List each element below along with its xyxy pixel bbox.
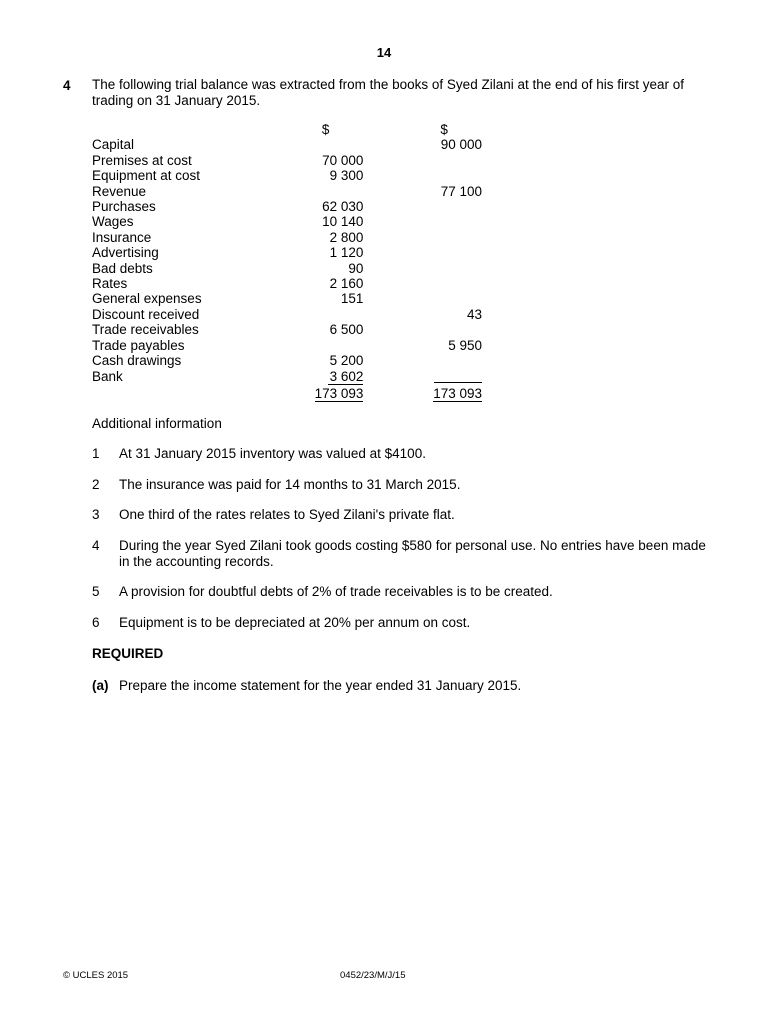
- additional-info-title: Additional information: [92, 416, 222, 431]
- debit-amount: 62 030: [322, 199, 364, 215]
- debit-amount: 5 200: [329, 353, 364, 369]
- info-item-number: 3: [92, 507, 100, 522]
- part-a-text: Prepare the income statement for the year ended 31 January 2015.: [119, 678, 522, 693]
- account-name: Insurance: [92, 229, 152, 245]
- account-name: Capital: [92, 137, 135, 153]
- credit-amount: [406, 199, 482, 214]
- trial-balance-row: [92, 245, 482, 260]
- account-name: Rates: [92, 276, 128, 292]
- footer-code: 0452/23/M/J/15: [340, 970, 406, 981]
- credit-amount: [406, 353, 482, 368]
- info-item-text: Equipment is to be depreciated at 20% per annum on cost.: [119, 614, 471, 630]
- info-item-number: 6: [92, 614, 100, 630]
- info-item: [92, 507, 712, 523]
- account-name: Advertising: [92, 245, 159, 261]
- trial-balance-row: [92, 168, 482, 183]
- info-item-number: 1: [92, 446, 100, 461]
- debit-amount: [288, 338, 364, 353]
- debit-amount: 1 120: [329, 245, 364, 261]
- trial-balance-row: [92, 353, 482, 368]
- question-intro: The following trial balance was extracted from the books of Syed Zilani at the end of his first year of trading on 31 January 2015.: [92, 77, 685, 108]
- debit-total: 173 093: [314, 385, 364, 401]
- info-item-text: One third of the rates relates to Syed Zilani's private flat.: [119, 507, 455, 522]
- trial-balance-totals-row: [92, 386, 482, 402]
- credit-amount: [406, 214, 482, 229]
- credit-amount: [406, 230, 482, 245]
- trial-balance-row: [92, 338, 482, 353]
- debit-amount: 151: [340, 291, 364, 307]
- account-name: Purchases: [92, 199, 156, 215]
- credit-amount: [406, 369, 482, 386]
- credit-header: $: [440, 122, 448, 137]
- debit-amount: 90: [348, 260, 364, 276]
- info-item: [92, 477, 712, 493]
- trial-balance-row: [92, 230, 482, 245]
- trial-balance-row: [92, 276, 482, 291]
- trial-balance-row: [92, 307, 482, 322]
- trial-balance-header-row: [92, 122, 482, 137]
- credit-amount: [406, 245, 482, 260]
- credit-amount: 90 000: [440, 137, 482, 153]
- debit-amount: [288, 307, 364, 322]
- account-name: Trade payables: [92, 337, 185, 353]
- credit-amount: 43: [466, 306, 482, 322]
- account-name: Premises at cost: [92, 152, 192, 168]
- account-name: Equipment at cost: [92, 168, 201, 184]
- part-a-label: (a): [92, 678, 109, 693]
- debit-header: $: [321, 122, 330, 137]
- info-item: [92, 584, 712, 600]
- trial-balance-row: [92, 291, 482, 306]
- trial-balance-row: [92, 214, 482, 229]
- credit-amount: 5 950: [448, 337, 482, 353]
- trial-balance-row: [92, 184, 482, 199]
- credit-total: 173 093: [433, 385, 482, 401]
- account-name: General expenses: [92, 291, 202, 307]
- debit-amount: 9 300: [329, 168, 364, 184]
- info-item-number: 4: [92, 537, 100, 553]
- info-item: [92, 538, 712, 570]
- part-a: [92, 678, 521, 693]
- credit-amount: [406, 261, 482, 276]
- account-name: Bad debts: [92, 260, 153, 276]
- info-item-text: During the year Syed Zilani took goods costing $580 for personal use. No entries have been made in the accounting records.: [119, 537, 706, 569]
- credit-amount: 77 100: [440, 183, 482, 199]
- debit-amount: 3 602: [329, 368, 364, 384]
- credit-amount: [406, 153, 482, 168]
- credit-amount: [406, 276, 482, 291]
- trial-balance-table: [92, 122, 482, 402]
- info-item-text: The insurance was paid for 14 months to 31 March 2015.: [119, 476, 461, 492]
- info-item: [92, 615, 712, 631]
- required-heading: REQUIRED: [92, 646, 164, 661]
- debit-amount: 2 160: [329, 276, 364, 292]
- trial-balance-row: [92, 199, 482, 214]
- account-name: Revenue: [92, 183, 147, 199]
- info-item-text: At 31 January 2015 inventory was valued at $4100.: [119, 446, 426, 461]
- credit-amount: [406, 168, 482, 183]
- debit-amount: [288, 137, 364, 152]
- info-item-number: 2: [92, 476, 100, 492]
- account-name: Wages: [92, 214, 134, 230]
- info-item-number: 5: [92, 584, 100, 599]
- account-name: Trade receivables: [92, 322, 199, 338]
- trial-balance-row: [92, 261, 482, 276]
- trial-balance-row: [92, 322, 482, 337]
- trial-balance-row: [92, 137, 482, 152]
- additional-info-list: [92, 446, 712, 645]
- account-name: Cash drawings: [92, 353, 182, 369]
- debit-amount: 2 800: [329, 229, 364, 245]
- info-item-text: A provision for doubtful debts of 2% of trade receivables is to be created.: [119, 584, 553, 599]
- account-name: Discount received: [92, 306, 200, 322]
- credit-amount: [406, 291, 482, 306]
- info-item: [92, 446, 712, 462]
- account-name: Bank: [92, 368, 123, 384]
- trial-balance-row: [92, 153, 482, 168]
- credit-amount: [406, 322, 482, 337]
- trial-balance-row: [92, 369, 482, 386]
- page-number: 14: [376, 45, 392, 60]
- footer-copyright: © UCLES 2015: [63, 970, 129, 981]
- debit-amount: 10 140: [322, 214, 364, 230]
- debit-amount: 6 500: [329, 322, 364, 338]
- question-number: 4: [63, 78, 71, 93]
- debit-amount: [288, 184, 364, 199]
- debit-amount: 70 000: [322, 152, 364, 168]
